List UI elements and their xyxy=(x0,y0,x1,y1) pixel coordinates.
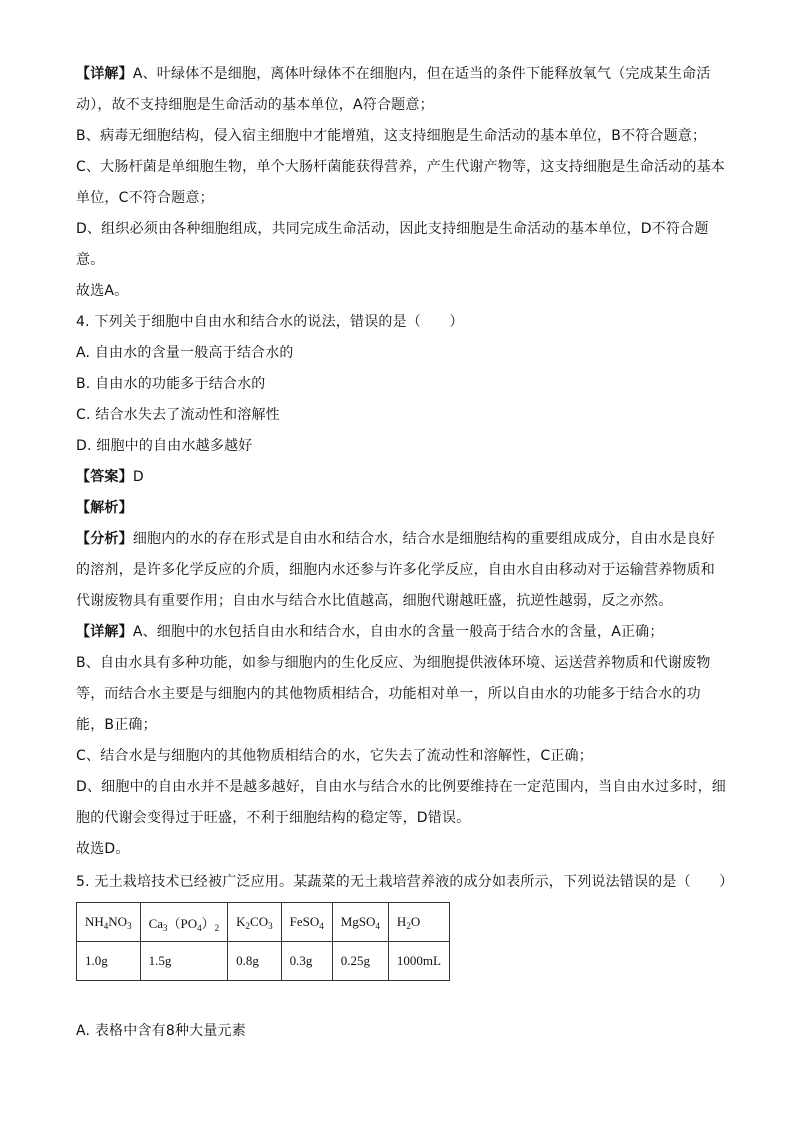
q4-detail-line-4: 能，B正确； xyxy=(76,717,157,733)
q3-detail-line-4: C、大肠杆菌是单细胞生物，单个大肠杆菌能获得营养，产生代谢产物等，这支持细胞是生命活动的基本 xyxy=(76,159,725,175)
q4-detail-line-7: 胞的代谢会变得过于旺盛，不利于细胞结构的稳定等，D错误。 xyxy=(76,810,471,826)
q4-option-c: C. 结合水失去了流动性和溶解性 xyxy=(76,407,280,423)
table-header-row xyxy=(77,903,450,942)
q3-detail-line-5: 单位，C不符合题意； xyxy=(76,190,214,206)
q4-option-a: A. 自由水的含量一般高于结合水的 xyxy=(76,345,294,361)
q3-conclusion: 故选A。 xyxy=(76,283,129,299)
q4-answer xyxy=(76,467,144,487)
table-cell: 0.25g xyxy=(332,942,388,981)
table-row xyxy=(77,942,450,981)
q4-detail-line-3: 等，而结合水主要是与细胞内的其他物质相结合，功能相对单一，所以自由水的功能多于结合水的功 xyxy=(76,686,701,702)
q3-detail-line-2: 动），故不支持细胞是生命活动的基本单位，A符合题意； xyxy=(76,97,434,113)
table-cell: 0.8g xyxy=(228,942,281,981)
q4-analysis-tag: 【解析】 xyxy=(76,500,133,516)
table-header-cell: MgSO$_4$ xyxy=(332,903,388,942)
table-cell: 1000mL xyxy=(388,942,449,981)
table-cell: 1.0g xyxy=(77,942,141,981)
q4-fenxi-line-3: 代谢废物具有重要作用；自由水与结合水比值越高，细胞代谢越旺盛，抗逆性越弱，反之亦然。 xyxy=(76,593,673,609)
q4-detail-line-5: C、结合水是与细胞内的其他物质相结合的水，它失去了流动性和溶解性，C正确； xyxy=(76,748,593,764)
answer-value: D xyxy=(132,469,144,485)
detail-tag: 【详解】 xyxy=(76,624,133,640)
table-header-cell: FeSO$_4$ xyxy=(281,903,332,942)
q4-fenxi-line-1: 【分析】细胞内的水的存在形式是自由水和结合水，结合水是细胞结构的重要组成成分，自由水是良好 xyxy=(76,531,716,547)
q4-conclusion: 故选D。 xyxy=(76,841,130,857)
nutrient-table xyxy=(76,902,450,981)
q4-option-b: B. 自由水的功能多于结合水的 xyxy=(76,376,266,392)
table-cell: 0.3g xyxy=(281,942,332,981)
answer-tag: 【答案】 xyxy=(76,469,133,485)
q5-option-a: A. 表格中含有8种大量元素 xyxy=(76,1023,246,1039)
q3-detail-line-6: D、组织必须由各种细胞组成，共同完成生命活动，因此支持细胞是生命活动的基本单位，D不符合题 xyxy=(76,221,709,237)
table-header-cell: $H_2O$ xyxy=(388,903,449,942)
q5-stem: 5. 无土栽培技术已经被广泛应用。某蔬菜的无土栽培营养液的成分如表所示，下列说法错误的是（ ） xyxy=(76,874,734,890)
q3-detail-line-7: 意。 xyxy=(76,252,105,268)
table-header-cell: $NH_4NO_3$ xyxy=(77,903,141,942)
q3-detail-line-1: 【详解】A、叶绿体不是细胞，离体叶绿体不在细胞内，但在适当的条件下能释放氧气（完成某生命活 xyxy=(76,66,711,82)
fenxi-tag: 【分析】 xyxy=(76,531,133,547)
table-header-cell: $K_2CO_3$ xyxy=(228,903,281,942)
table-header-cell: $Ca_3(PO_4)_2$ xyxy=(140,903,228,942)
q4-detail-line-6: D、细胞中的自由水并不是越多越好，自由水与结合水的比例要维持在一定范围内，当自由水过多时，细 xyxy=(76,779,726,795)
q4-option-d: D. 细胞中的自由水越多越好 xyxy=(76,438,253,454)
q4-detail-line-2: B、自由水具有多种功能，如参与细胞内的生化反应、为细胞提供液体环境、运送营养物质和代谢废物 xyxy=(76,655,711,671)
q4-stem: 4. 下列关于细胞中自由水和结合水的说法，错误的是（ ） xyxy=(76,314,464,330)
q4-fenxi-line-2: 的溶剂，是许多化学反应的介质，细胞内水还参与许多化学反应，自由水自由移动对于运输营养物质和 xyxy=(76,562,715,578)
q4-detail-line-1: 【详解】A、细胞中的水包括自由水和结合水，自由水的含量一般高于结合水的含量，A正确； xyxy=(76,624,664,640)
table-cell: 1.5g xyxy=(140,942,228,981)
q3-detail-line-3: B、病毒无细胞结构，侵入宿主细胞中才能增殖，这支持细胞是生命活动的基本单位，B不符合题意； xyxy=(76,128,707,144)
detail-tag: 【详解】 xyxy=(76,66,133,82)
